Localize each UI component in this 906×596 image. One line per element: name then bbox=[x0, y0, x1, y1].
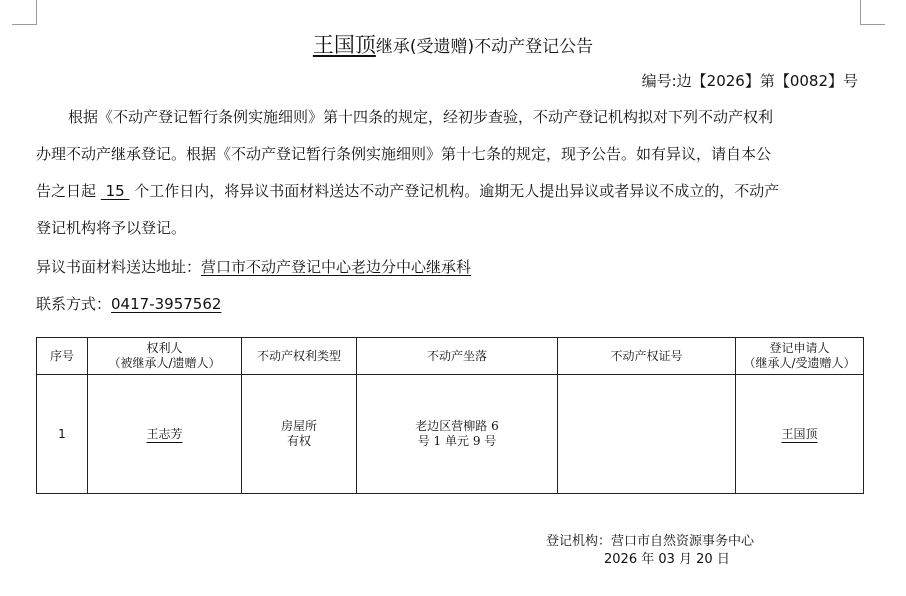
objection-days: 15 bbox=[100, 182, 130, 200]
contact-label: 联系方式： bbox=[36, 295, 112, 313]
header-applicant bbox=[736, 338, 864, 375]
body-line-3-pre: 告之日起 bbox=[36, 182, 97, 200]
document-number: 编号:边【2026】第【0082】号 bbox=[641, 72, 858, 90]
right-type-line-2: 有权 bbox=[286, 434, 311, 448]
cell-location bbox=[357, 375, 558, 494]
header-seq: 序号 bbox=[37, 338, 88, 375]
cell-holder bbox=[88, 375, 242, 494]
table-row bbox=[37, 375, 864, 494]
body-line-3-post: 个工作日内，将异议书面材料送达不动产登记机构。逾期无人提出异议或者异议不成立的，不动产 bbox=[134, 182, 780, 200]
location-line-2: 号 1 单元 9 号 bbox=[417, 434, 497, 448]
title-rest: 继承(受遗赠)不动产登记公告 bbox=[375, 37, 594, 57]
header-location: 不动产坐落 bbox=[357, 338, 558, 375]
margin-corner-top-right bbox=[860, 0, 885, 25]
margin-corner-top-left bbox=[12, 0, 37, 25]
objection-address bbox=[36, 254, 471, 280]
header-applicant-line-1: 登记申请人 bbox=[769, 341, 830, 355]
header-holder-line-2: （被继承人/遗赠人） bbox=[108, 356, 221, 370]
contact-value: 0417-3957562 bbox=[111, 295, 222, 313]
holder-name: 王志芳 bbox=[146, 426, 183, 441]
right-type-line-1: 房屋所 bbox=[280, 419, 317, 433]
header-holder-line-1: 权利人 bbox=[146, 341, 183, 355]
title-name: 王国顶 bbox=[312, 33, 376, 57]
location-line-1: 老边区营柳路 6 bbox=[415, 419, 499, 433]
header-cert-no: 不动产权证号 bbox=[558, 338, 736, 375]
notice-title bbox=[0, 30, 906, 62]
body-line-2: 办理不动产继承登记。根据《不动产登记暂行条例实施细则》第十七条的规定，现予公告。如有异议，请自本公 bbox=[36, 145, 772, 163]
cell-cert-no bbox=[558, 375, 736, 494]
body-line-3 bbox=[36, 173, 866, 210]
contact-info bbox=[36, 291, 221, 317]
address-value: 营口市不动产登记中心老边分中心继承科 bbox=[201, 258, 472, 276]
header-holder bbox=[88, 338, 242, 375]
cell-right-type bbox=[242, 375, 357, 494]
header-right-type: 不动产权利类型 bbox=[242, 338, 357, 375]
header-applicant-line-2: （继承人/受遗赠人） bbox=[743, 356, 856, 370]
footer-signature bbox=[546, 533, 754, 569]
address-label: 异议书面材料送达地址： bbox=[36, 258, 202, 276]
registration-table bbox=[36, 337, 864, 494]
body-line-1: 根据《不动产登记暂行条例实施细则》第十四条的规定，经初步查验，不动产登记机构拟对下列不动产权利 bbox=[68, 108, 774, 126]
cell-seq: 1 bbox=[37, 375, 88, 494]
registration-agency: 登记机构：营口市自然资源事务中心 bbox=[546, 534, 755, 549]
applicant-name: 王国顶 bbox=[781, 426, 818, 441]
body-line-4: 登记机构将予以登记。 bbox=[36, 219, 187, 237]
cell-applicant bbox=[736, 375, 864, 494]
notice-date: 2026 年 03 月 20 日 bbox=[604, 552, 730, 567]
table-header-row bbox=[37, 338, 864, 375]
